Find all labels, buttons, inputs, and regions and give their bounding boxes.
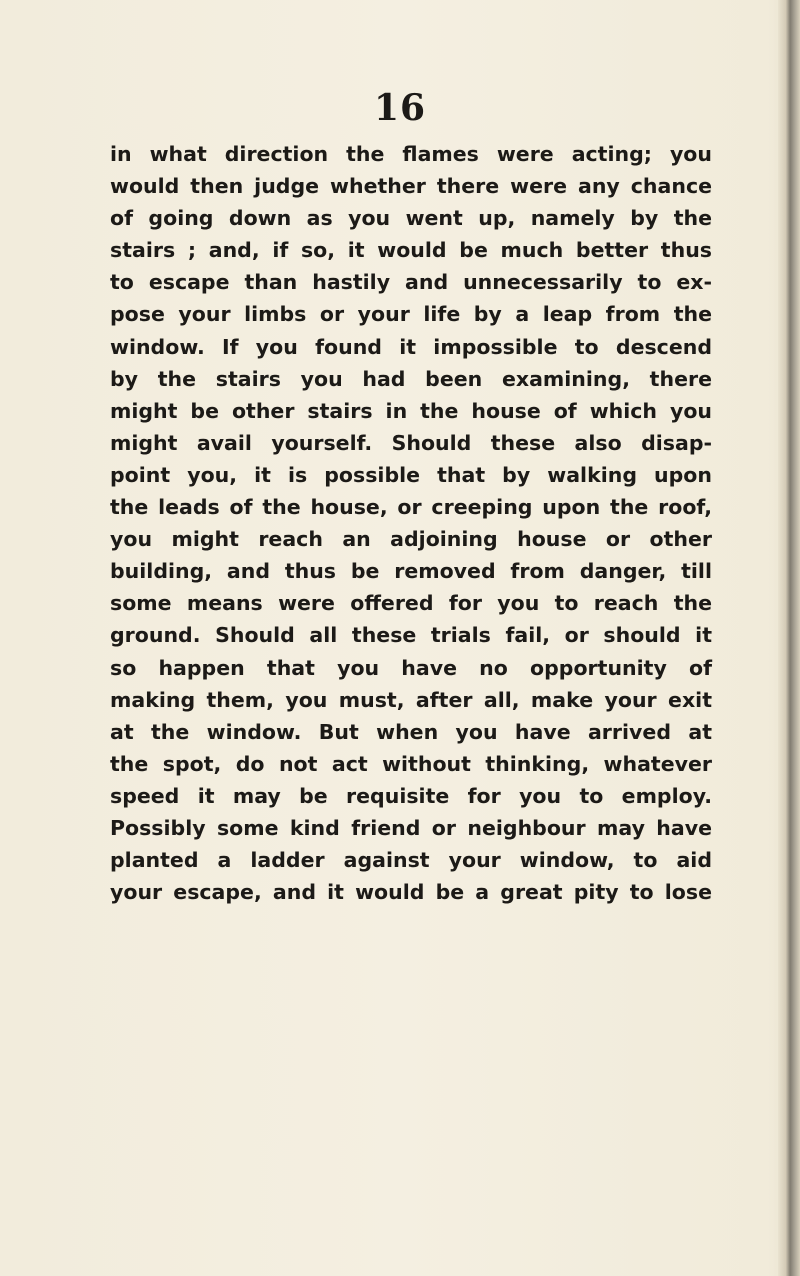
text-line: some means were offered for you to reach the [110, 591, 712, 616]
text-line: to escape than hastily and unnecessarily to ex- [110, 270, 712, 295]
text-line: the spot, do not act without thinking, whatever [110, 751, 712, 776]
text-line: so happen that you have no opportunity of [110, 655, 712, 680]
text-line: of going down as you went up, namely by the [110, 206, 712, 231]
text-line: might be other stairs in the house of which you [110, 398, 712, 423]
text-line: speed it may be requisite for you to employ. [110, 783, 712, 808]
text-line: ground. Should all these trials fail, or should it [110, 623, 712, 648]
text-line: the leads of the house, or creeping upon the roof, [110, 495, 712, 520]
body-text [110, 138, 712, 908]
text-line: in what direction the flames were acting; you [110, 142, 712, 166]
text-line: stairs ; and, if so, it would be much better thus [110, 238, 712, 263]
text-line: by the stairs you had been examining, there [110, 366, 712, 391]
text-line: building, and thus be removed from danger, till [110, 559, 712, 584]
text-line: making them, you must, after all, make your exit [110, 687, 712, 712]
text-line: would then judge whether there were any chance [110, 174, 712, 199]
page-number: 16 [373, 87, 427, 129]
text-line: Possibly some kind friend or neighbour may have [110, 815, 712, 840]
text-line: point you, it is possible that by walking upon [110, 462, 712, 487]
text-line: at the window. But when you have arrived at [110, 719, 712, 744]
text-line: you might reach an adjoining house or other [110, 527, 712, 552]
text-line: might avail yourself. Should these also disap- [110, 430, 712, 455]
text-line: planted a ladder against your window, to aid [110, 848, 712, 873]
text-line: your escape, and it would be a great pity to lose [110, 880, 712, 905]
text-line: window. If you found it impossible to descend [110, 334, 712, 359]
page-gutter-shadow [778, 0, 800, 1276]
text-line: pose your limbs or your life by a leap from the [110, 302, 712, 327]
